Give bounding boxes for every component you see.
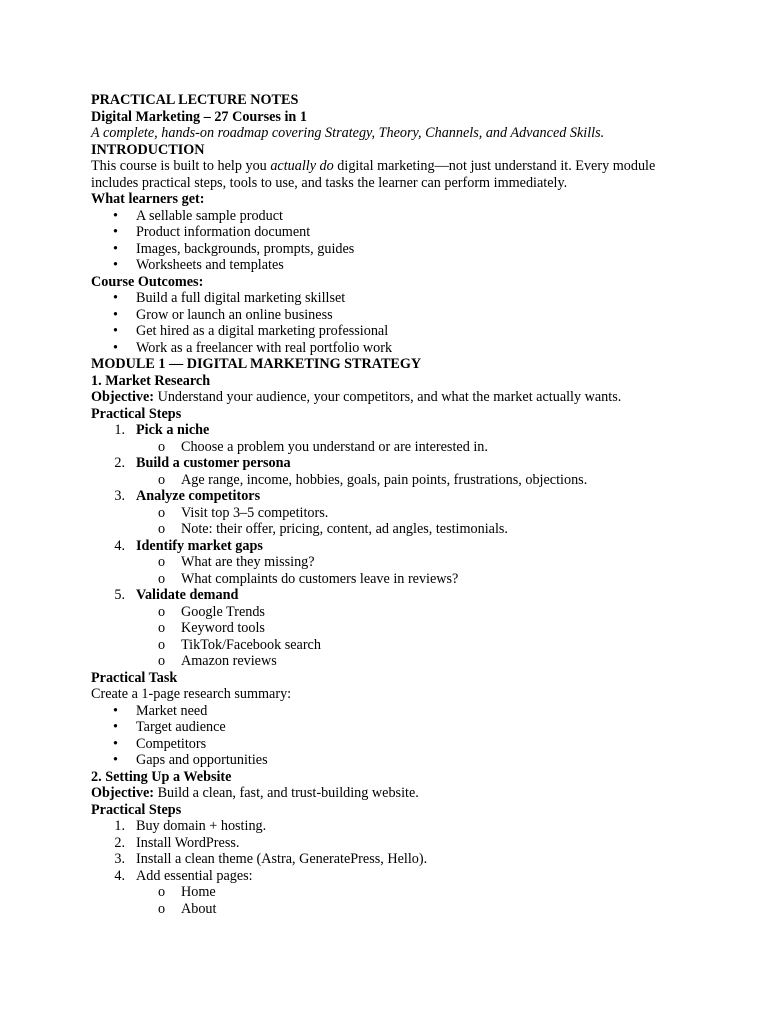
essential-pages-list xyxy=(91,884,691,917)
sub-step-text: TikTok/Facebook search xyxy=(181,636,321,653)
numbered-step xyxy=(91,868,691,885)
step-label: Build a customer persona xyxy=(136,455,291,471)
list-item-text: Images, backgrounds, prompts, guides xyxy=(136,240,355,257)
numbered-step xyxy=(91,538,691,555)
step-number: 5. xyxy=(114,587,125,603)
step-number: 1. xyxy=(114,422,125,438)
bullet-icon: • xyxy=(113,719,118,735)
bullet-icon: • xyxy=(113,339,118,356)
list-item-text: Competitors xyxy=(136,735,207,752)
sub-bullet-icon: o xyxy=(158,554,166,570)
section-1-steps-heading: Practical Steps xyxy=(91,405,182,422)
practical-task-list xyxy=(91,703,691,769)
sub-bullet-icon: o xyxy=(158,603,166,620)
step-text: Install WordPress. xyxy=(136,834,240,851)
numbered-step xyxy=(91,851,691,868)
section-2-objective: Objective: Build a clean, fast, and trust-building website. xyxy=(91,785,419,801)
list-item xyxy=(91,340,691,357)
bullet-icon: • xyxy=(113,306,118,323)
bullet-icon: • xyxy=(113,752,118,768)
doc-tagline: A complete, hands-on roadmap covering Strategy, Theory, Channels, and Advanced Skills. xyxy=(91,125,605,141)
list-item xyxy=(91,208,691,225)
intro-paragraph-line-1: This course is built to help you actually do digital marketing—not just understand it. Every module xyxy=(91,158,656,174)
sub-bullet-icon: o xyxy=(158,620,166,636)
sub-step xyxy=(91,554,691,571)
section-1-heading: 1. Market Research xyxy=(91,372,211,389)
list-item-text: Home xyxy=(181,884,216,900)
outcomes-heading: Course Outcomes: xyxy=(91,273,204,290)
sub-step-text: Amazon reviews xyxy=(181,653,277,669)
list-item xyxy=(91,307,691,324)
step-text: Install a clean theme (Astra, GeneratePress, Hello). xyxy=(136,851,428,867)
sub-step xyxy=(91,604,691,621)
step-label: Pick a niche xyxy=(136,422,210,438)
learners-list xyxy=(91,208,691,274)
step-number: 3. xyxy=(114,851,125,867)
step-number: 3. xyxy=(114,488,125,504)
intro-heading: INTRODUCTION xyxy=(91,141,205,158)
practical-task-intro: Create a 1-page research summary: xyxy=(91,686,292,702)
step-number: 4. xyxy=(114,537,125,554)
section-1-objective: Objective: Understand your audience, your competitors, and what the market actually wants. xyxy=(91,389,622,405)
list-item xyxy=(91,901,691,918)
sub-step xyxy=(91,571,691,588)
list-item xyxy=(91,752,691,769)
bullet-icon: • xyxy=(113,323,118,339)
sub-step xyxy=(91,637,691,654)
step-text: Buy domain + hosting. xyxy=(136,818,267,834)
list-item xyxy=(91,224,691,241)
bullet-icon: • xyxy=(113,224,118,240)
list-item xyxy=(91,323,691,340)
list-item-text: Work as a freelancer with real portfolio work xyxy=(136,339,393,356)
numbered-step xyxy=(91,455,691,472)
sub-bullet-icon: o xyxy=(158,471,166,488)
list-item-text: Target audience xyxy=(136,719,226,735)
sub-step-text: Note: their offer, pricing, content, ad angles, testimonials. xyxy=(181,521,508,537)
sub-step-text: Keyword tools xyxy=(181,620,265,636)
numbered-step xyxy=(91,587,691,604)
list-item-text: Market need xyxy=(136,702,208,719)
sub-bullet-icon: o xyxy=(158,570,166,587)
sub-bullet-icon: o xyxy=(158,884,166,900)
intro-paragraph-line-2: includes practical steps, tools to use, and tasks the learner can perform immediately. xyxy=(91,174,568,191)
section-2-steps-heading: Practical Steps xyxy=(91,801,182,818)
intro-emphasis: actually do xyxy=(270,158,334,174)
list-item xyxy=(91,241,691,258)
list-item xyxy=(91,736,691,753)
step-text: Add essential pages: xyxy=(136,867,253,884)
list-item-text: Gaps and opportunities xyxy=(136,752,268,768)
sub-step xyxy=(91,472,691,489)
step-number: 2. xyxy=(114,834,125,851)
step-number: 4. xyxy=(114,867,125,884)
bullet-icon: • xyxy=(113,290,118,306)
bullet-icon: • xyxy=(113,207,118,224)
step-label: Validate demand xyxy=(136,587,239,603)
sub-step xyxy=(91,653,691,670)
list-item xyxy=(91,884,691,901)
section-2-steps-list xyxy=(91,818,691,884)
sub-bullet-icon: o xyxy=(158,653,166,669)
list-item xyxy=(91,703,691,720)
numbered-step xyxy=(91,835,691,852)
sub-step xyxy=(91,521,691,538)
doc-title: PRACTICAL LECTURE NOTES xyxy=(91,92,299,108)
learners-heading: What learners get: xyxy=(91,191,205,207)
sub-bullet-icon: o xyxy=(158,900,166,917)
document-page xyxy=(91,92,691,917)
sub-bullet-icon: o xyxy=(158,438,166,455)
sub-step-text: What are they missing? xyxy=(181,554,315,570)
sub-step-text: Visit top 3–5 competitors. xyxy=(181,504,329,521)
sub-step-text: Choose a problem you understand or are interested in. xyxy=(181,438,488,455)
sub-step-text: Age range, income, hobbies, goals, pain points, frustrations, objections. xyxy=(181,471,588,488)
sub-bullet-icon: o xyxy=(158,504,166,521)
sub-step-text: Google Trends xyxy=(181,603,265,620)
sub-bullet-icon: o xyxy=(158,521,166,537)
step-label: Analyze competitors xyxy=(136,488,261,504)
bullet-icon: • xyxy=(113,735,118,752)
step-number: 2. xyxy=(114,455,125,471)
bullet-icon: • xyxy=(113,702,118,719)
list-item-text: Product information document xyxy=(136,224,311,240)
list-item-text: Grow or launch an online business xyxy=(136,306,333,323)
bullet-icon: • xyxy=(113,240,118,257)
section-2-heading: 2. Setting Up a Website xyxy=(91,768,232,785)
list-item-text: A sellable sample product xyxy=(136,207,283,224)
list-item xyxy=(91,719,691,736)
list-item-text: Get hired as a digital marketing professional xyxy=(136,323,389,339)
bullet-icon: • xyxy=(113,257,118,273)
practical-task-heading: Practical Task xyxy=(91,669,178,686)
section-1-steps-list xyxy=(91,422,691,670)
list-item xyxy=(91,290,691,307)
sub-step xyxy=(91,505,691,522)
list-item-text: Build a full digital marketing skillset xyxy=(136,290,346,306)
numbered-step xyxy=(91,818,691,835)
outcomes-list xyxy=(91,290,691,356)
sub-step xyxy=(91,439,691,456)
module-1-heading: MODULE 1 — DIGITAL MARKETING STRATEGY xyxy=(91,356,422,372)
sub-step-text: What complaints do customers leave in reviews? xyxy=(181,570,459,587)
numbered-step xyxy=(91,488,691,505)
list-item xyxy=(91,257,691,274)
numbered-step xyxy=(91,422,691,439)
sub-bullet-icon: o xyxy=(158,636,166,653)
step-label: Identify market gaps xyxy=(136,537,263,554)
step-number: 1. xyxy=(114,818,125,834)
doc-subtitle: Digital Marketing – 27 Courses in 1 xyxy=(91,108,307,125)
sub-step xyxy=(91,620,691,637)
list-item-text: About xyxy=(181,900,217,917)
list-item-text: Worksheets and templates xyxy=(136,257,284,273)
